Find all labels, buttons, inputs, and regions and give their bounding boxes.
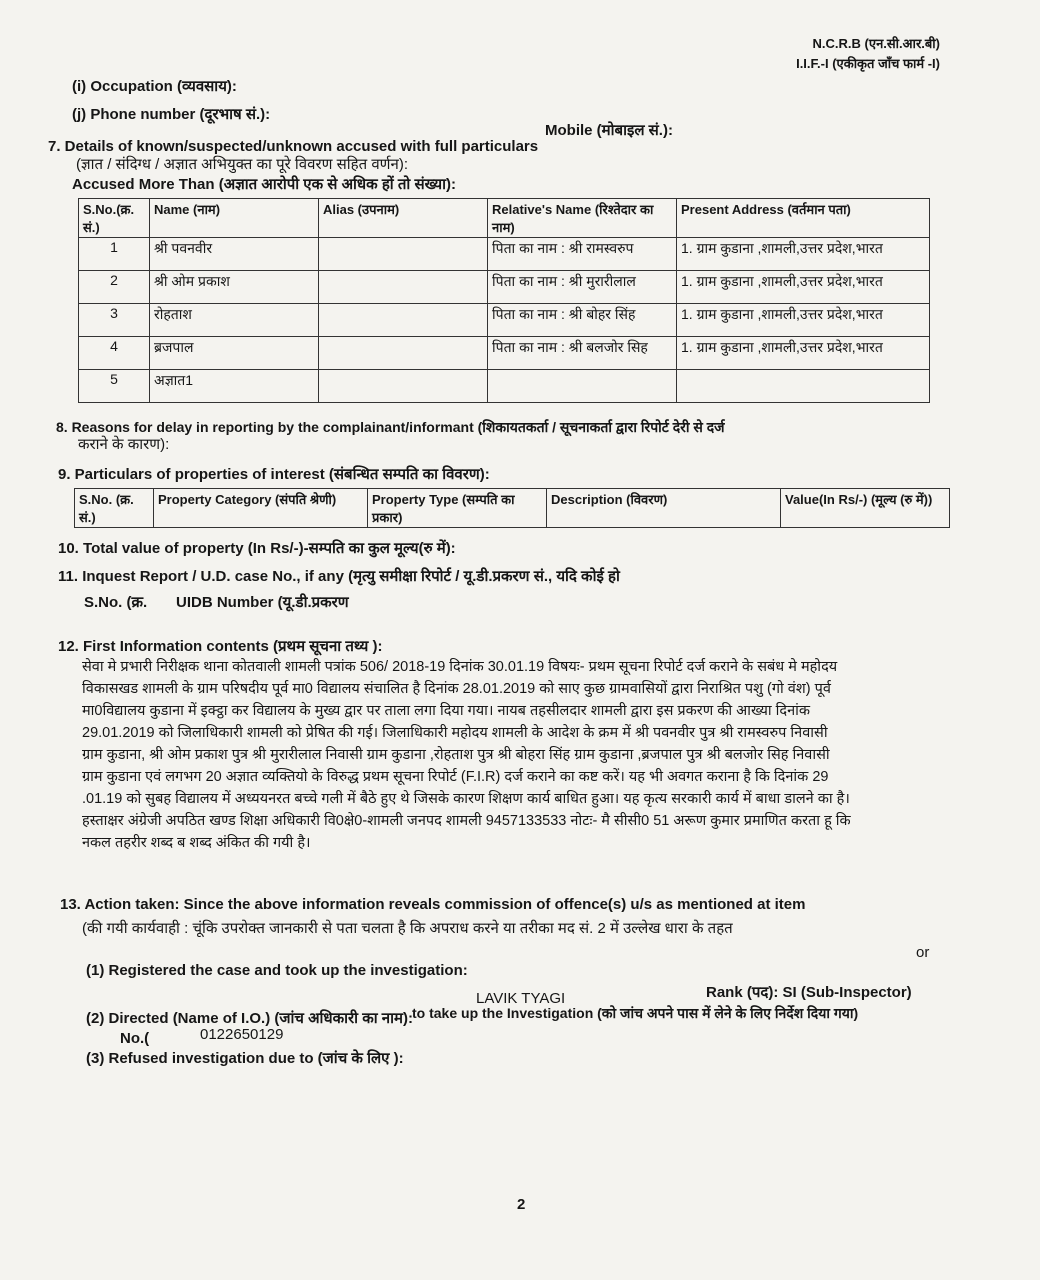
accused-name: ब्रजपाल <box>150 337 319 370</box>
accused-alias <box>319 238 488 271</box>
header-line1: N.C.R.B (एन.सी.आर.बी) <box>812 36 940 51</box>
ncrb-header <box>796 34 940 72</box>
accused-relative: पिता का नाम : श्री बलजोर सिह <box>488 337 677 370</box>
accused-sno: 2 <box>79 271 150 304</box>
s13-subtitle: (की गयी कार्यवाही : चूंकि उपरोक्त जानकारी से पता चलता है कि अपराध करने या तरीका मद सं. 2 में उल्लेख धारा के तहत <box>82 920 733 937</box>
property-col-type: Property Type (सम्पति का प्रकार) <box>368 489 547 528</box>
property-header-row <box>75 489 950 528</box>
property-col-value: Value(In Rs/-) (मूल्य (रु में)) <box>781 489 950 528</box>
property-col-category: Property Category (संपति श्रेणी) <box>154 489 368 528</box>
accused-sno: 3 <box>79 304 150 337</box>
accused-col-address: Present Address (वर्तमान पता) <box>677 199 930 238</box>
accused-address: 1. ग्राम कुडाना ,शामली,उत्तर प्रदेश,भारत <box>677 337 930 370</box>
s13-action2: (2) Directed (Name of I.O.) (जांच अधिकारी का नाम): <box>86 1010 413 1027</box>
table-row <box>79 271 930 304</box>
s12-title: 12. First Information contents (प्रथम सूचना तथ्य ): <box>58 638 383 655</box>
accused-sno: 1 <box>79 238 150 271</box>
s7-title: 7. Details of known/suspected/unknown accused with full particulars <box>48 138 539 155</box>
s10-total-value: 10. Total value of property (In Rs/-)-सम्पति का कुल मूल्य(रु में): <box>58 540 456 557</box>
occupation-label: (i) Occupation (व्यवसाय): <box>72 78 237 95</box>
s7-more: Accused More Than (अज्ञात आरोपी एक से अधिक हों तो संख्या): <box>72 176 456 193</box>
io-no-label: No.( <box>120 1030 150 1047</box>
accused-col-relative: Relative's Name (रिश्तेदार का नाम) <box>488 199 677 238</box>
accused-col-alias: Alias (उपनाम) <box>319 199 488 238</box>
property-col-sno: S.No. (क्र. सं.) <box>75 489 154 528</box>
accused-name: श्री पवनवीर <box>150 238 319 271</box>
s12-body: सेवा मे प्रभारी निरीक्षक थाना कोतवाली शामली पत्रांक 506/ 2018-19 दिनांक 30.01.19 विषयः- प्रथम सूचना रिपोर्ट दर्ज कराने के सबंध मे महोदय विकासखड शामली के ग्राम परिषदीय पूर्व मा0 विद्यालय संचालित है दिनांक 28.01.2019 को साए कुछ ग्रामवासियों द्वारा निराश्रित पशु (गो वंश) पूर्व मा0विद्यालय कुडाना में इक्ट्ठा कर विद्यालय के मुख्य द्वार पर ताला लगा दिया गया। नायब तहसीलदार शामली द्वारा इस प्रकरण की आख्या दिनांक 29.01.2019 को जिलाधिकारी शामली को प्रेषित की गई। जिलाधिकारी महोदय शामली के आदेश के क्रम में श्री पवनवीर पुत्र श्री रामस्वरुप निवासी ग्राम कुडाना, श्री ओम प्रकाश पुत्र श्री मुरारीलाल निवासी ग्राम कुडाना ,रोहताश पुत्र श्री बोहरा सिंह ग्राम कुडाना ,ब्रजपाल पुत्र श्री बलजोर सिह निवासी ग्राम कुडाना एवं लगभग 20 अज्ञात व्यक्तियो के विरुद्ध प्रथम सूचना रिपोर्ट (F.I.R) दर्ज कराने का कष्ट करें। यह भी अवगत कराना है कि दिनांक 29 .01.19 को सुबह विद्यालय में अध्ययनरत बच्चे गली में बैठे हुए थे जिसके कारण शिक्षण कार्य बाधित हुआ। यह कृत्य सरकारी कार्य में बाधा डालने का है। हस्ताक्षर अंग्रेजी अपठित खण्ड शिक्षा अधिकारी वि0क्षे0-शामली जनपद शामली 9457133533 नोटः- मै सीसी0 51 अरूण कुमार प्रमाणित करता हू कि नकल तहरीर शब्द ब शब्द अंकित की गयी है। <box>82 659 851 851</box>
accused-address: 1. ग्राम कुडाना ,शामली,उत्तर प्रदेश,भारत <box>677 238 930 271</box>
accused-sno: 4 <box>79 337 150 370</box>
s11-uidb: UIDB Number (यू.डी.प्रकरण <box>176 594 349 611</box>
accused-name: रोहताश <box>150 304 319 337</box>
header-line2: I.I.F.-I (एकीकृत जाँच फार्म -I) <box>796 56 940 71</box>
accused-relative: पिता का नाम : श्री मुरारीलाल <box>488 271 677 304</box>
property-col-description: Description (विवरण) <box>547 489 781 528</box>
table-row <box>79 238 930 271</box>
s7-subtitle: (ज्ञात / संदिग्ध / अज्ञात अभियुक्त का पूरे विवरण सहित वर्णन): <box>76 156 408 173</box>
accused-relative: पिता का नाम : श्री बोहर सिंह <box>488 304 677 337</box>
accused-relative <box>488 370 677 403</box>
accused-table <box>78 198 930 403</box>
s13-action3: (3) Refused investigation due to (जांच के लिए ): <box>86 1050 404 1067</box>
accused-header-row <box>79 199 930 238</box>
io-no-value: 0122650129 <box>200 1026 284 1043</box>
property-table <box>74 488 950 528</box>
phone-label: (j) Phone number (दूरभाष सं.): <box>72 106 271 123</box>
table-row <box>79 337 930 370</box>
accused-sno: 5 <box>79 370 150 403</box>
io-rank: Rank (पद): SI (Sub-Inspector) <box>706 984 912 1001</box>
accused-relative: पिता का नाम : श्री रामस्वरुप <box>488 238 677 271</box>
accused-col-sno: S.No.(क्र. सं.) <box>79 199 150 238</box>
s11-sno: S.No. (क्र. <box>84 594 148 611</box>
mobile-label: Mobile (मोबाइल सं.): <box>545 122 673 139</box>
io-name: LAVIK TYAGI <box>476 990 566 1007</box>
table-row <box>79 304 930 337</box>
s13-action2-tail: to take up the Investigation (को जांच अपने पास में लेने के लिए निर्देश दिया गया) <box>412 1005 859 1021</box>
s11-title: 11. Inquest Report / U.D. case No., if any (मृत्यु समीक्षा रिपोर्ट / यू.डी.प्रकरण सं., यदि कोई हो <box>58 568 620 585</box>
table-row <box>79 370 930 403</box>
s13-or: or <box>916 944 930 961</box>
s9-title: 9. Particulars of properties of interest (संबन्धित सम्पति का विवरण): <box>58 466 490 483</box>
accused-address: 1. ग्राम कुडाना ,शामली,उत्तर प्रदेश,भारत <box>677 271 930 304</box>
s13-action1: (1) Registered the case and took up the investigation: <box>86 962 468 979</box>
accused-alias <box>319 337 488 370</box>
page-number: 2 <box>517 1196 526 1213</box>
accused-col-name: Name (नाम) <box>150 199 319 238</box>
accused-name: अज्ञात1 <box>150 370 319 403</box>
accused-alias <box>319 370 488 403</box>
accused-address <box>677 370 930 403</box>
accused-address: 1. ग्राम कुडाना ,शामली,उत्तर प्रदेश,भारत <box>677 304 930 337</box>
accused-alias <box>319 271 488 304</box>
accused-alias <box>319 304 488 337</box>
s13-title: 13. Action taken: Since the above information reveals commission of offence(s) u/s as mentioned at item <box>60 896 806 913</box>
s8-title: 8. Reasons for delay in reporting by the complainant/informant (शिकायतकर्ता / सूचनाकर्ता द्वारा रिपोर्ट देरी से दर्ज <box>56 419 725 435</box>
accused-name: श्री ओम प्रकाश <box>150 271 319 304</box>
s8-subtitle: कराने के कारण): <box>78 436 170 453</box>
